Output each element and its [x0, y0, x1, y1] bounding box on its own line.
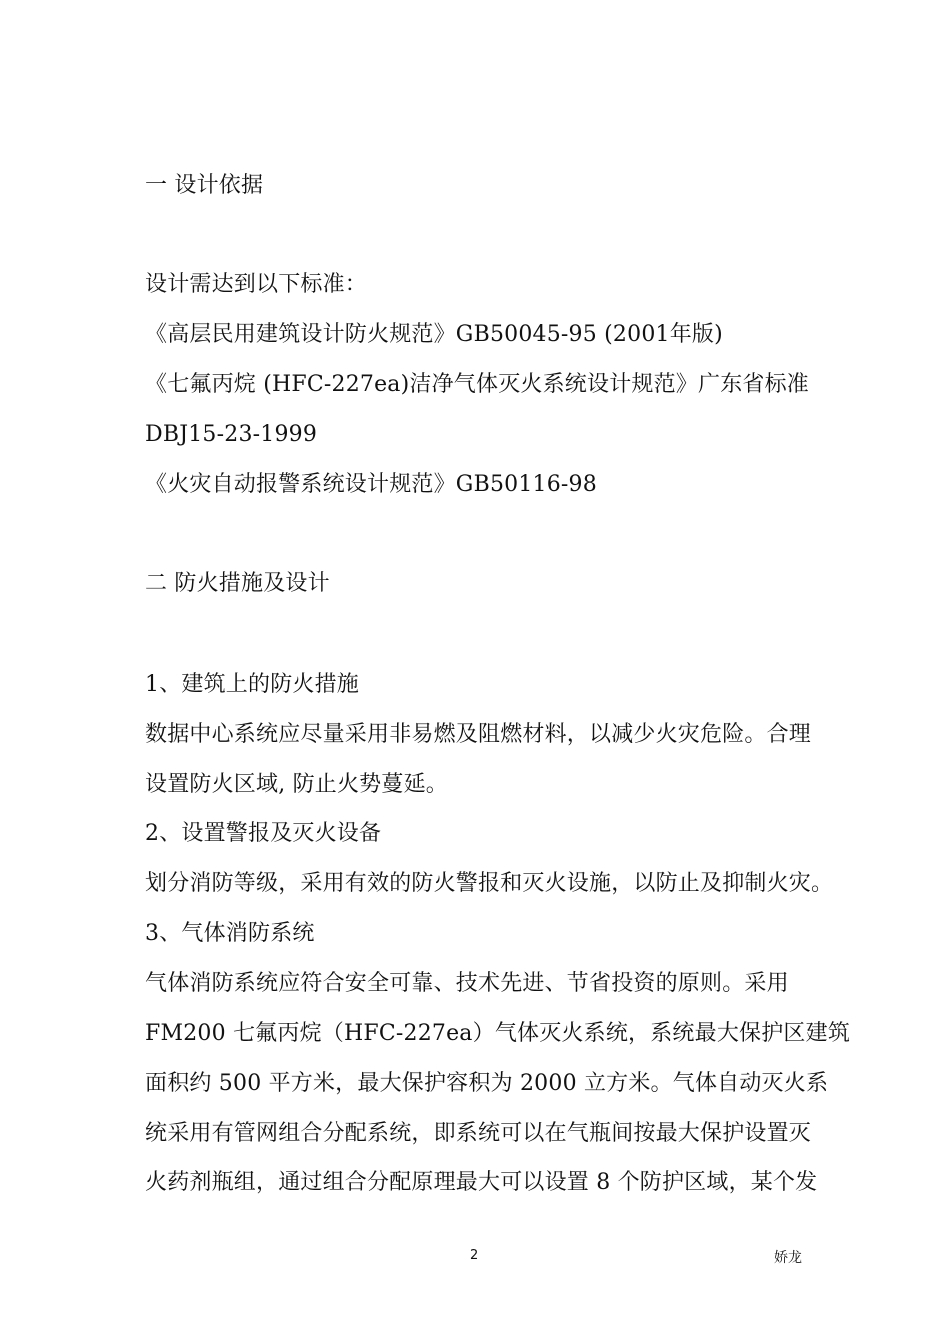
item-1-line-2: 设置防火区域, 防止火势蔓延。: [145, 772, 448, 797]
item-3-title: 3、气体消防系统: [145, 921, 315, 946]
standard-2-line-1: 《七氟丙烷 (HFC-227ea)洁净气体灭火系统设计规范》广东省标准: [145, 372, 810, 397]
item-3-line-5: 火药剂瓶组，通过组合分配原理最大可以设置 8 个防护区域，某个发: [145, 1170, 818, 1195]
item-2-title: 2、设置警报及灭火设备: [145, 821, 382, 846]
item-3-line-2: FM200 七氟丙烷（HFC-227ea）气体灭火系统，系统最大保护区建筑: [145, 1021, 851, 1046]
section-2-heading: 二 防火措施及设计: [145, 571, 330, 596]
section-1-heading: 一 设计依据: [145, 173, 264, 198]
footer-author: 娇龙: [774, 1250, 802, 1266]
item-2-line-1: 划分消防等级，采用有效的防火警报和灭火设施，以防止及抑制火灾。: [145, 871, 834, 896]
standard-3: 《火灾自动报警系统设计规范》GB50116-98: [145, 472, 597, 497]
standard-2-line-2: DBJ15-23-1999: [145, 422, 318, 447]
section-1-intro: 设计需达到以下标准：: [145, 272, 368, 297]
item-3-line-1: 气体消防系统应符合安全可靠、技术先进、节省投资的原则。采用: [145, 971, 789, 996]
page-number: 2: [470, 1248, 479, 1263]
item-3-line-3: 面积约 500 平方米，最大保护容积为 2000 立方米。气体自动灭火系: [145, 1071, 829, 1096]
standard-1: 《高层民用建筑设计防火规范》GB50045-95 (2001年版): [145, 322, 723, 347]
item-1-title: 1、建筑上的防火措施: [145, 672, 359, 697]
item-1-line-1: 数据中心系统应尽量采用非易燃及阻燃材料，以减少火灾危险。合理: [145, 722, 812, 747]
item-3-line-4: 统采用有管网组合分配系统，即系统可以在气瓶间按最大保护设置灭: [145, 1121, 812, 1146]
